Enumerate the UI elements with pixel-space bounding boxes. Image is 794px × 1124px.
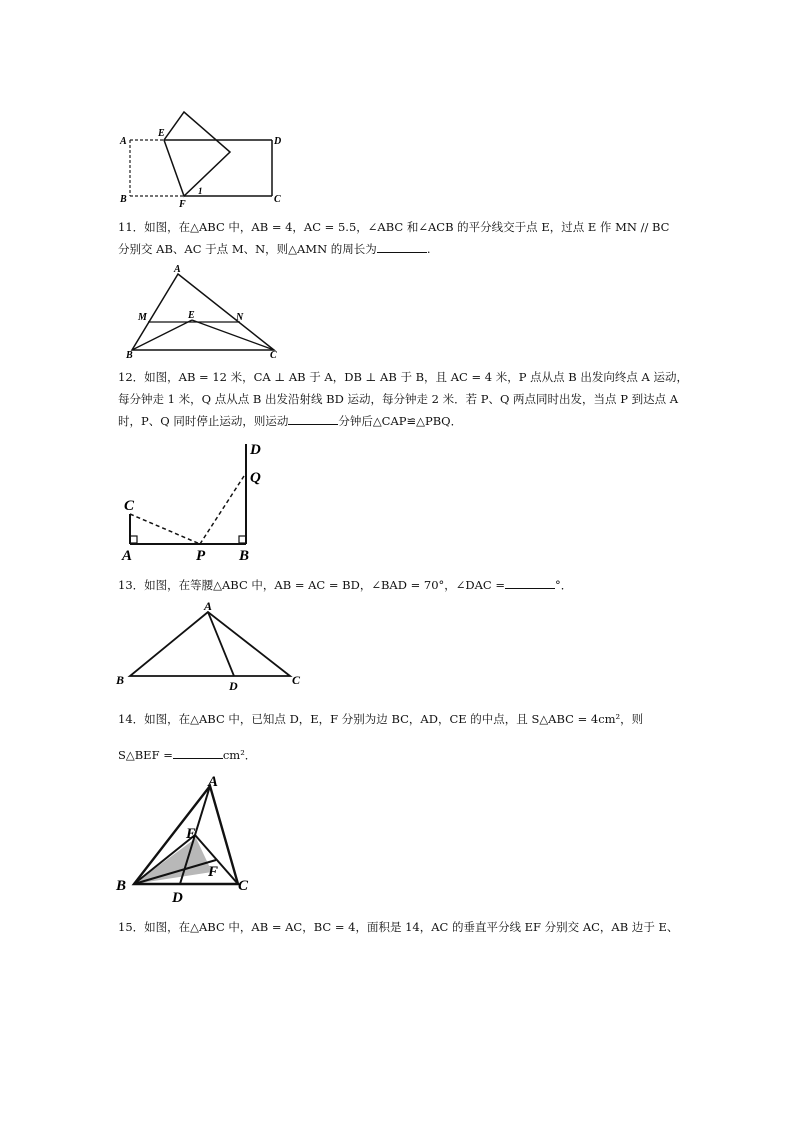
q12-line3-suffix: 分钟后△CAP≌△PBQ．	[338, 414, 463, 428]
q12-line1: 如图，AB = 12 米，CA ⊥ AB 于 A，DB ⊥ AB 于 B，且 AC = 4 米，P 点从点 B 出发向终点 A 运动，	[144, 370, 688, 384]
triangle-abc	[132, 274, 274, 350]
label-c: C	[124, 498, 135, 514]
question-14-line2	[118, 744, 678, 766]
folded-quad	[164, 112, 230, 196]
question-11	[118, 216, 678, 260]
label-a: A	[120, 136, 127, 147]
q11-number: 11．	[118, 220, 145, 234]
label-a: A	[208, 776, 219, 790]
q11-answer-blank[interactable]	[377, 240, 427, 253]
question-14	[118, 708, 678, 730]
label-m: M	[138, 312, 147, 323]
dashed-cp	[130, 514, 200, 544]
q12-line3: 时，P、Q 同时停止运动，则运动	[118, 414, 289, 428]
label-angle-1: 1	[198, 186, 203, 196]
label-c: C	[274, 194, 281, 205]
dashed-pq	[200, 476, 244, 544]
figure-q14	[114, 776, 264, 904]
label-b: B	[116, 878, 127, 894]
label-d: D	[229, 679, 238, 692]
question-12	[118, 366, 688, 432]
label-b: B	[120, 194, 127, 205]
label-d: D	[274, 136, 282, 147]
q13-text: 如图，在等腰△ABC 中，AB = AC = BD，∠BAD = 70°，∠DAC =	[144, 578, 506, 592]
label-d: D	[172, 890, 183, 904]
label-c: C	[238, 878, 249, 894]
q11-line1: 如图，在△ABC 中，AB = 4，AC = 5.5，∠ABC 和∠ACB 的平分线交于点 E，过点 E 作 MN // BC	[144, 220, 670, 234]
q14-line2: S△BEF =	[118, 748, 173, 762]
figure-q10	[112, 108, 292, 208]
label-e: E	[186, 826, 197, 842]
q14-number: 14．	[118, 712, 145, 726]
figure-q11	[118, 262, 288, 362]
label-c: C	[270, 350, 277, 361]
label-a: A	[204, 600, 213, 613]
q12-answer-blank[interactable]	[288, 412, 338, 425]
label-a: A	[122, 548, 133, 564]
label-b: B	[116, 673, 125, 687]
label-b: B	[239, 548, 250, 564]
triangle-abc	[130, 612, 290, 676]
q14-line2-suffix: cm²．	[222, 748, 257, 762]
label-b: B	[126, 350, 133, 361]
q13-answer-blank[interactable]	[505, 576, 555, 589]
q15-number: 15．	[118, 920, 145, 934]
label-d: D	[250, 442, 261, 458]
q13-number: 13．	[118, 578, 145, 592]
q14-answer-blank[interactable]	[173, 746, 223, 759]
question-13	[118, 574, 678, 596]
q11-period: .	[426, 242, 431, 256]
right-angle-b	[239, 536, 246, 543]
question-15	[118, 916, 678, 938]
right-angle-a	[130, 536, 137, 543]
label-f: F	[208, 864, 219, 880]
q13-suffix: °．	[555, 578, 573, 592]
label-f: F	[179, 199, 186, 208]
label-e: E	[188, 310, 195, 321]
label-c: C	[292, 673, 301, 687]
figure-q13	[112, 600, 312, 692]
label-a: A	[174, 264, 181, 275]
figure-q12	[114, 436, 274, 566]
label-p: P	[196, 548, 206, 564]
line-ec	[192, 320, 274, 350]
label-e: E	[158, 128, 165, 139]
q12-number: 12．	[118, 370, 145, 384]
q15-line1: 如图，在△ABC 中，AB = AC，BC = 4，面积是 14，AC 的垂直平分线 EF 分别交 AC，AB 边于 E、	[144, 920, 679, 934]
label-q: Q	[250, 470, 261, 486]
q14-line1: 如图，在△ABC 中，已知点 D，E，F 分别为边 BC，AD，CE 的中点，且 S△ABC = 4cm²，则	[144, 712, 644, 726]
q11-line2: 分别交 AB、AC 于点 M、N，则△AMN 的周长为	[118, 242, 377, 256]
q12-line2: 每分钟走 1 米，Q 点从点 B 出发沿射线 BD 运动，每分钟走 2 米．若 P、Q 两点同时出发，当点 P 到达点 A	[118, 392, 679, 406]
label-n: N	[236, 312, 244, 323]
